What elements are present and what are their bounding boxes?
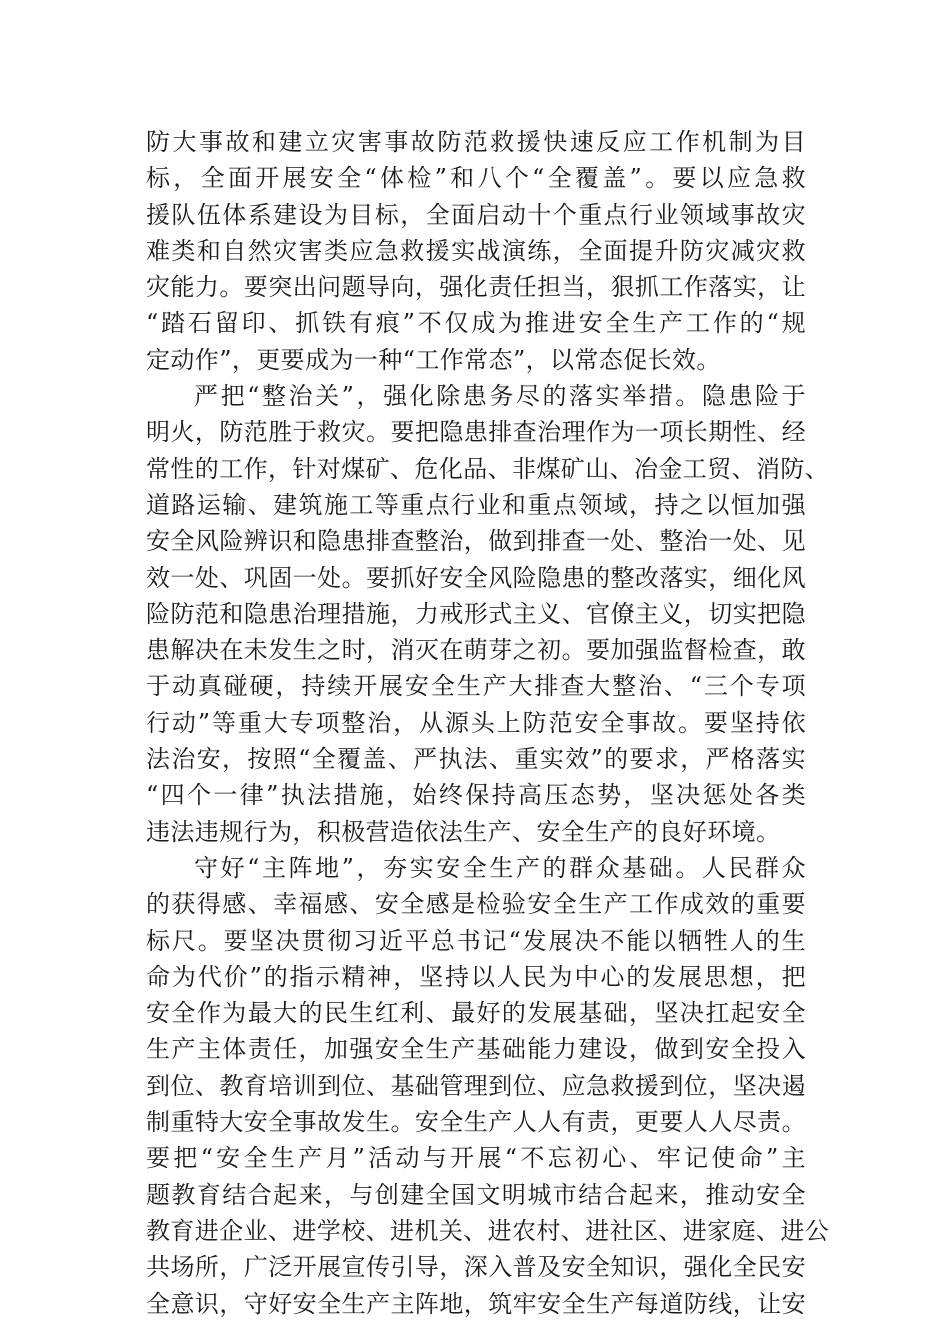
text-line: 安全风险辨识和隐患排查整治，做到排查一处、整治一处、见	[146, 527, 806, 556]
text-line: 定动作”，更要成为一种“工作常态”，以常态促长效。	[146, 345, 721, 374]
paragraph-heading-line: 守好“主阵地”，夯实安全生产的群众基础。人民群众	[194, 853, 806, 882]
paragraph-heading-line: 严把“整治关”，强化除患务尽的落实举措。隐患险于	[194, 382, 806, 411]
text-line: 标尺。要坚决贯彻习近平总书记“发展决不能以牺牲人的生	[146, 926, 806, 955]
text-line: “踏石留印、抓铁有痕”不仅成为推进安全生产工作的“规	[146, 309, 806, 338]
text-line: 安全作为最大的民生红利、最好的发展基础，坚决扛起安全	[146, 999, 806, 1028]
text-line: 题教育结合起来，与创建全国文明城市结合起来，推动安全	[146, 1180, 806, 1209]
text-line: 教育进企业、进学校、进机关、进农村、进社区、进家庭、进公	[146, 1216, 830, 1245]
text-line: 标，全面开展安全“体检”和八个“全覆盖”。要以应急救	[146, 164, 806, 193]
text-line: 险防范和隐患治理措施，力戒形式主义、官僚主义，切实把隐	[146, 599, 806, 628]
text-line: 违法违规行为，积极营造依法生产、安全生产的良好环境。	[146, 817, 781, 846]
text-line: “四个一律”执法措施，始终保持高压态势，坚决惩处各类	[146, 781, 806, 810]
text-line: 行动”等重大专项整治，从源头上防范安全事故。要坚持依	[146, 708, 806, 737]
text-line: 于动真碰硬，持续开展安全生产大排查大整治、“三个专项	[146, 672, 806, 701]
text-line: 效一处、巩固一处。要抓好安全风险隐患的整改落实，细化风	[146, 563, 806, 592]
text-line: 患解决在未发生之时，消灭在萌芽之初。要加强监督检查，敢	[146, 636, 806, 665]
text-line: 全意识，守好安全生产主阵地，筑牢安全生产每道防线，让安	[146, 1289, 806, 1318]
text-line: 共场所，广泛开展宣传引导，深入普及安全知识，强化全民安	[146, 1253, 806, 1282]
text-line: 到位、教育培训到位、基础管理到位、应急救援到位，坚决遏	[146, 1071, 806, 1100]
text-line: 道路运输、建筑施工等重点行业和重点领域，持之以恒加强	[146, 490, 806, 519]
text-line: 要把“安全生产月”活动与开展“不忘初心、牢记使命”主	[146, 1144, 806, 1173]
text-line: 灾能力。要突出问题导向，强化责任担当，狠抓工作落实，让	[146, 273, 806, 302]
text-line: 命为代价”的指示精神，坚持以人民为中心的发展思想，把	[146, 962, 806, 991]
text-line: 援队伍体系建设为目标，全面启动十个重点行业领域事故灾	[146, 200, 806, 229]
text-line: 制重特大安全事故发生。安全生产人人有责，更要人人尽责。	[146, 1108, 806, 1137]
text-line: 防大事故和建立灾害事故防范救援快速反应工作机制为目	[146, 128, 806, 156]
text-line: 常性的工作，针对煤矿、危化品、非煤矿山、冶金工贸、消防、	[146, 454, 830, 483]
text-line: 生产主体责任，加强安全生产基础能力建设，做到安全投入	[146, 1035, 806, 1064]
body-text	[146, 124, 830, 1322]
text-line: 难类和自然灾害类应急救援实战演练，全面提升防灾减灾救	[146, 236, 806, 265]
text-line: 明火，防范胜于救灾。要把隐患排查治理作为一项长期性、经	[146, 418, 806, 447]
text-line: 法治安，按照“全覆盖、严执法、重实效”的要求，严格落实	[146, 745, 806, 774]
text-line: 的获得感、幸福感、安全感是检验安全生产工作成效的重要	[146, 890, 806, 919]
